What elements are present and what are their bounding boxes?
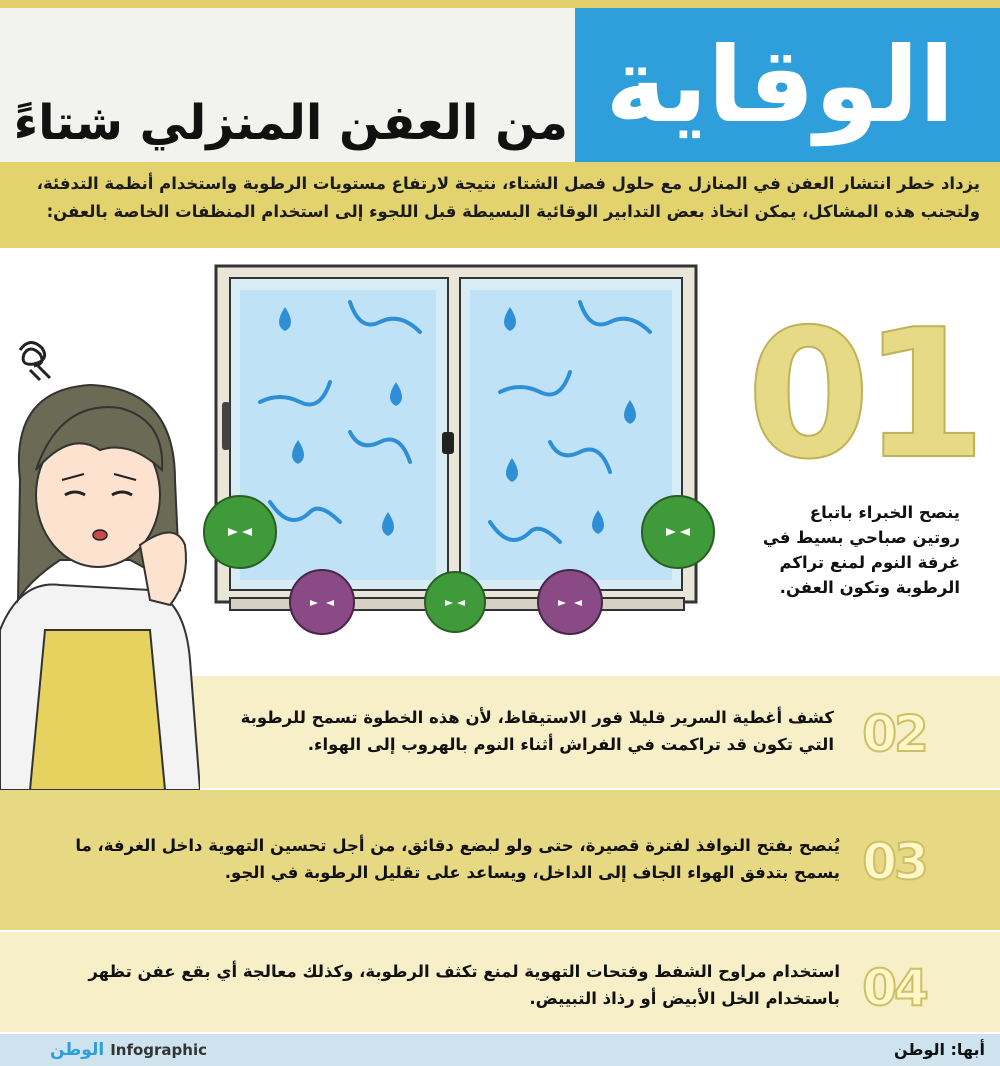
tip-3-text: يُنصح بفتح النوافذ لفترة قصيرة، حتى ولو لبضع دقائق، من أجل تحسين التهوية داخل الغرفة، ما يسمح بتدفق الهواء الجاف إلى الداخل، ويساعد على تقليل الرطوبة في الجو. [75,836,840,882]
intro-text [20,170,980,226]
location-credit: أبها: الوطن [893,1040,985,1059]
tip-2-text: كشف أغطية السرير قليلا فور الاستيقاظ، لأن هذه الخطوة تسمح للرطوبة التي تكون قد تراكمت في الفراش أثناء النوم بالهروب إلى الهواء. [240,708,834,754]
worry-scribble-icon [20,342,50,380]
worried-woman-illustration [0,330,200,790]
tip-4-text: استخدام مراوح الشفط وفتحات التهوية لمنع تكثف الرطوبة، وكذلك معالجة أي بقع عفن تظهر باستخدام الخل الأبيض أو رذاذ التبييض. [88,962,840,1008]
tip-1-text: ينصح الخبراء باتباع روتين صباحي بسيط في غرفة النوم لمنع تراكم الرطوبة وتكون العفن. [762,503,960,597]
tip-3-number: 03 [862,833,926,891]
brand-logo [50,1038,207,1062]
brand-label: Infographic [110,1041,207,1059]
intro-line-1: يزداد خطر انتشار العفن في المنازل مع حلول فصل الشتاء، نتيجة لارتفاع مستويات الرطوبة واستخدام أنظمة التدفئة، [36,174,980,193]
tip-2-number: 02 [862,705,926,763]
header-top-strip [0,0,1000,8]
tip-1-number: 01 [746,291,979,498]
intro-line-2: ولتجنب هذه المشاكل، يمكن اتخاذ بعض التدابير الوقائية البسيطة قبل اللجوء إلى استخدام المنظفات الخاصة بالعفن: [46,202,980,221]
window-illustration [200,262,720,654]
page-title: الوقاية [605,24,955,146]
tip-4-number: 04 [862,959,926,1017]
brand-name: الوطن [50,1040,105,1060]
page-subtitle: من العفن المنزلي شتاءً [13,95,568,151]
